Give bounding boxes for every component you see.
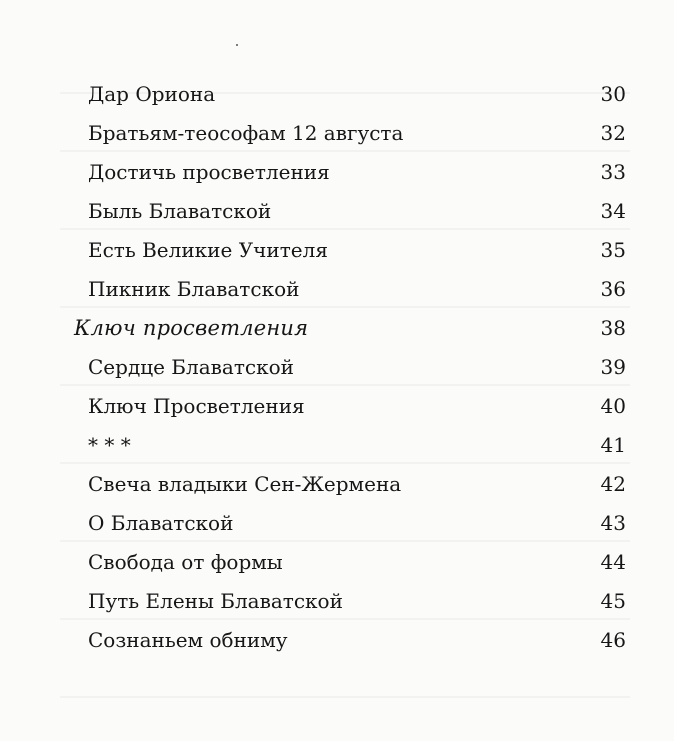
toc-row — [0, 154, 674, 193]
toc-entry-title: Свобода от формы — [88, 550, 283, 574]
toc-entry-title: Сердце Блаватской — [88, 355, 294, 379]
toc-page-number: 46 — [600, 628, 626, 652]
toc-entry-title: * * * — [88, 433, 131, 457]
toc-entry-title: Сознаньем обниму — [88, 628, 288, 652]
toc-row — [0, 544, 674, 583]
toc-page-number: 43 — [600, 511, 626, 535]
toc-page-number: 35 — [600, 238, 626, 262]
toc-entry-title: Быль Блаватской — [88, 199, 272, 223]
toc-section-title: Ключ просветления — [74, 316, 309, 340]
toc-entry-title: Ключ Просветления — [88, 394, 305, 418]
toc-entry-title: Путь Елены Блаватской — [88, 589, 343, 613]
toc-page-number: 39 — [600, 355, 626, 379]
toc-entry-title: Дар Ориона — [88, 82, 216, 106]
toc-page-number: 34 — [600, 199, 626, 223]
toc-page-number: 33 — [600, 160, 626, 184]
toc-row — [0, 388, 674, 427]
toc-page-number: 42 — [600, 472, 626, 496]
toc-row — [0, 76, 674, 115]
toc-page-number: 45 — [600, 589, 626, 613]
toc-row — [0, 193, 674, 232]
toc-entry-title: О Блаватской — [88, 511, 234, 535]
toc-row — [0, 466, 674, 505]
toc-row — [0, 349, 674, 388]
toc-entry-title: Есть Великие Учителя — [88, 238, 328, 262]
toc-row — [0, 622, 674, 661]
toc-entry-title: Достичь просветления — [88, 160, 330, 184]
toc-page-number: 36 — [600, 277, 626, 301]
toc-entry-title: Братьям-теософам 12 августа — [88, 121, 404, 145]
toc-section-row — [0, 310, 674, 349]
table-of-contents — [0, 76, 674, 661]
toc-page-number: 40 — [600, 394, 626, 418]
toc-page-number: 38 — [600, 316, 626, 340]
toc-row — [0, 115, 674, 154]
toc-page-number: 30 — [600, 82, 626, 106]
toc-page-number: 32 — [600, 121, 626, 145]
speck — [236, 44, 238, 46]
toc-entry-title: Свеча владыки Сен-Жермена — [88, 472, 402, 496]
toc-row — [0, 583, 674, 622]
bleed-through-line — [60, 696, 630, 698]
toc-row — [0, 505, 674, 544]
toc-page-number: 44 — [600, 550, 626, 574]
toc-row — [0, 427, 674, 466]
toc-entry-title: Пикник Блаватской — [88, 277, 300, 301]
toc-row — [0, 271, 674, 310]
toc-page-number: 41 — [600, 433, 626, 457]
toc-row — [0, 232, 674, 271]
